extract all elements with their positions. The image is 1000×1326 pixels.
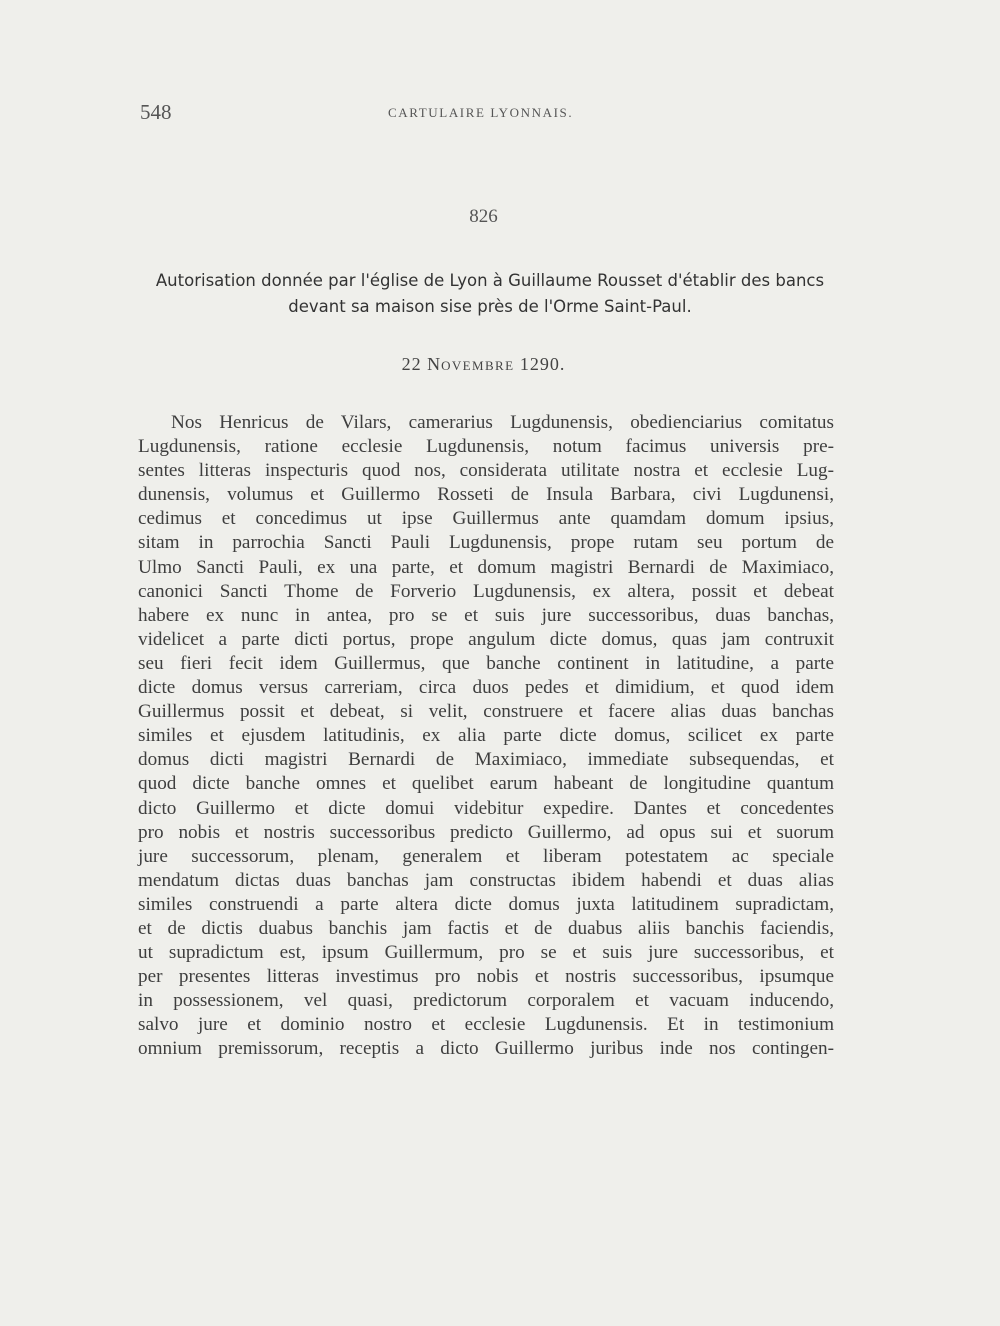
text-line: dunensis, volumus et Guillermo Rosseti de Insula Barbara, civi Lugdunensi, (138, 484, 834, 506)
text-line: domus dicti magistri Bernardi de Maximiaco, immediate subsequendas, et (138, 749, 834, 771)
date-month-rest: OVEMBRE (441, 358, 515, 373)
document-number: 826 (469, 206, 498, 227)
date-day: 22 (401, 354, 422, 374)
text-line: salvo jure et dominio nostro et ecclesie Lugdunensis. Et in testimonium (138, 1014, 834, 1036)
text-line: Nos Henricus de Vilars, camerarius Lugdunensis, obedienciarius comitatus (171, 412, 834, 433)
text-line: videlicet a parte dicti portus, prope angulum dicte domus, quas jam contruxit (138, 628, 834, 650)
text-line: omnium premissorum, receptis a dicto Guillermo juribus inde nos contingen- (138, 1038, 834, 1060)
text-line: cedimus et concedimus ut ipse Guillermus ante quamdam domum ipsius, (138, 508, 834, 530)
text-line: seu fieri fecit idem Guillermus, que banche continent in latitudine, a parte (138, 652, 834, 674)
text-line: Lugdunensis, ratione ecclesie Lugdunensis, notum facimus universis pre- (138, 436, 834, 458)
text-line: Ulmo Sancti Pauli, ex una parte, et domum magistri Bernardi de Maximiaco, (138, 556, 834, 578)
document-title-line: devant sa maison sise près de l'Orme Saint-Paul. (288, 297, 692, 316)
page-number: 548 (140, 100, 172, 124)
document-title (140, 268, 840, 320)
text-line: quod dicte banche omnes et quelibet earum habeant de longitudine quantum (138, 773, 834, 795)
text-line: similes et ejusdem latitudinis, ex alia parte dicte domus, scilicet ex parte (138, 725, 834, 747)
date-year: 1290. (519, 354, 566, 374)
document-date (0, 354, 967, 375)
text-line: et de dictis duabus banchis jam factis et de duabus aliis banchis faciendis, (138, 917, 834, 939)
text-line: ut supradictum est, ipsum Guillermum, pro se et suis jure successoribus, et (138, 942, 834, 964)
text-line: sentes litteras inspecturis quod nos, considerata utilitate nostra et ecclesie Lug- (138, 460, 834, 482)
charter-text (138, 411, 834, 1062)
text-line: per presentes litteras investimus pro nobis et nostris successoribus, ipsumque (138, 966, 834, 988)
text-line: sitam in parrochia Sancti Pauli Lugdunensis, prope rutam seu portum de (138, 532, 834, 554)
text-line: jure successorum, plenam, generalem et liberam potestatem ac speciale (138, 845, 834, 867)
text-line: Guillermus possit et debeat, si velit, construere et facere alias duas banchas (138, 701, 834, 723)
text-line: dicte domus versus carreriam, circa duos pedes et dimidium, et quod idem (138, 677, 834, 699)
text-line: in possessionem, vel quasi, predictorum corporalem et vacuam inducendo, (138, 990, 834, 1012)
text-line: canonici Sancti Thome de Forverio Lugdunensis, ex altera, possit et debeat (138, 580, 834, 602)
text-line: dicto Guillermo et dicte domui videbitur expedire. Dantes et concedentes (138, 797, 834, 819)
date-month-initial: N (427, 354, 442, 374)
text-line: habere ex nunc in antea, pro se et suis jure successoribus, duas banchas, (138, 604, 834, 626)
running-head (140, 100, 840, 128)
text-line: similes construendi a parte altera dicte domus juxta latitudinem supradictam, (138, 893, 834, 915)
text-line: pro nobis et nostris successoribus predicto Guillermo, ad opus sui et suorum (138, 821, 834, 843)
document-title-line: Autorisation donnée par l'église de Lyon à Guillaume Rousset d'établir des bancs (155, 271, 825, 290)
running-title: CARTULAIRE LYONNAIS. (388, 105, 574, 120)
text-line: mendatum dictas duas banchas jam constructas ibidem habendi et duas alias (138, 869, 834, 891)
